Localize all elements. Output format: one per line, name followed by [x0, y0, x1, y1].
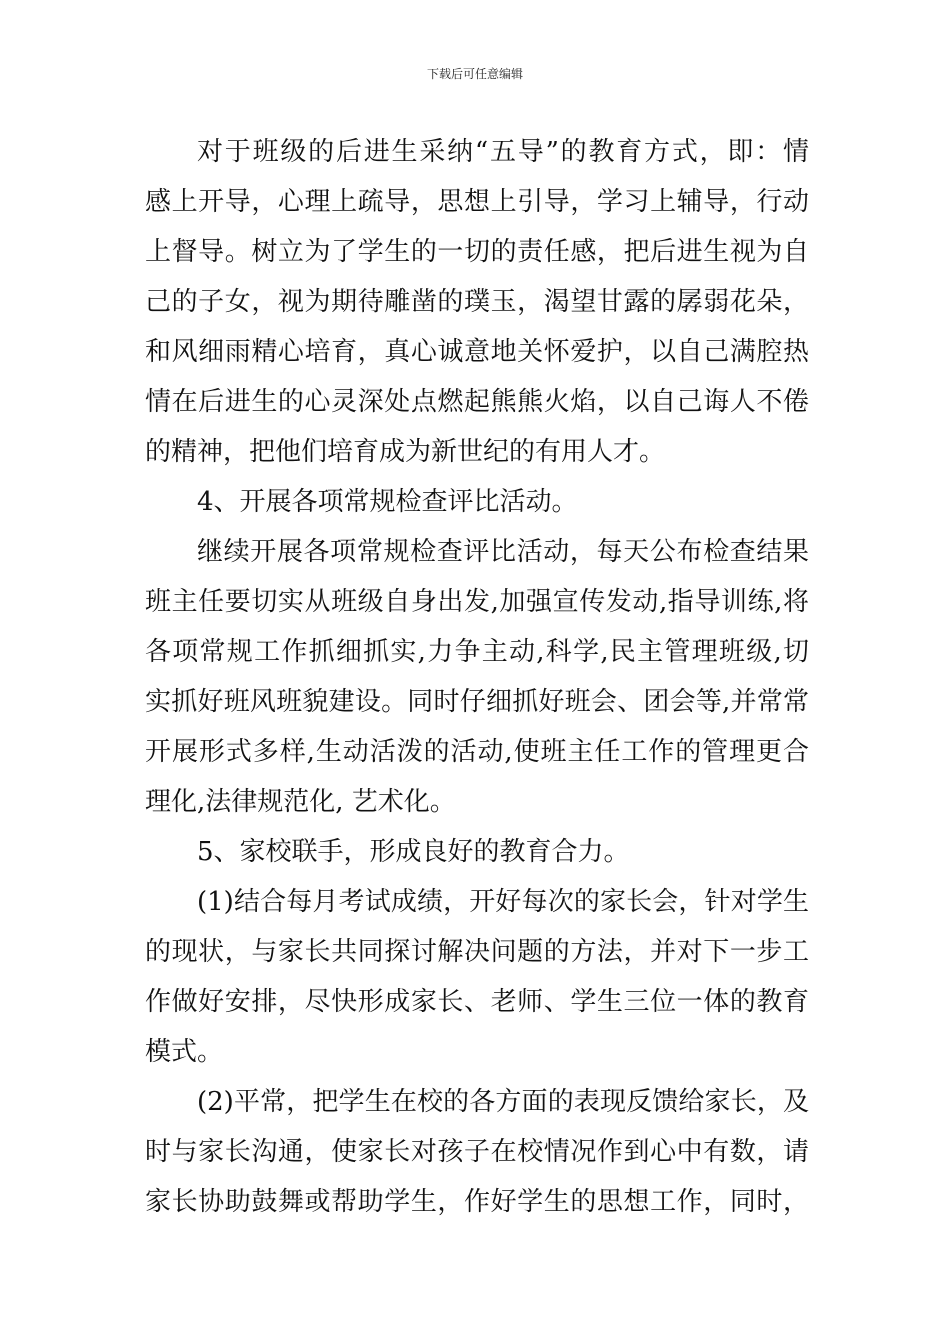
text-line: 理化,法律规范化, 艺术化。: [145, 787, 456, 817]
section-heading: 4、开展各项常规检查评比活动。: [197, 487, 578, 517]
text-line: 对于班级的后进生采纳“五导”的教育方式，即：情: [197, 137, 809, 167]
text-line: 作做好安排，尽快形成家长、老师、学生三位一体的教育: [145, 987, 809, 1017]
text-line: 的现状，与家长共同探讨解决问题的方法，并对下一步工: [145, 937, 809, 967]
body-text: [145, 127, 809, 1227]
text-line: 上督导。树立为了学生的一切的责任感，把后进生视为自: [145, 237, 809, 267]
text-line: 开展形式多样,生动活泼的活动,使班主任工作的管理更合: [145, 737, 809, 767]
text-line: (2)平常，把学生在校的各方面的表现反馈给家长，及: [197, 1087, 809, 1117]
text-line: 实抓好班风班貌建设。同时仔细抓好班会、团会等,并常常: [145, 687, 809, 717]
text-line: 的精神，把他们培育成为新世纪的有用人才。: [145, 437, 666, 467]
text-line: 和风细雨精心培育，真心诚意地关怀爱护，以自己满腔热: [145, 337, 809, 367]
text-line: 感上开导，心理上疏导，思想上引导，学习上辅导，行动: [145, 187, 809, 217]
text-line: 家长协助鼓舞或帮助学生，作好学生的思想工作，同时，: [145, 1187, 809, 1217]
text-line: 班主任要切实从班级自身出发,加强宣传发动,指导训练,将: [145, 587, 809, 617]
section-heading: 5、家校联手，形成良好的教育合力。: [197, 837, 630, 867]
text-line: 己的子女，视为期待雕凿的璞玉，渴望甘露的孱弱花朵，: [145, 287, 809, 317]
text-line: 模式。: [145, 1037, 224, 1067]
text-line: 情在后进生的心灵深处点燃起熊熊火焰，以自己诲人不倦: [145, 387, 809, 417]
text-line: 时与家长沟通，使家长对孩子在校情况作到心中有数，请: [145, 1137, 809, 1167]
page-header: 下载后可任意编辑: [426, 67, 523, 81]
text-line: (1)结合每月考试成绩，开好每次的家长会，针对学生: [197, 887, 809, 917]
text-line: 各项常规工作抓细抓实,力争主动,科学,民主管理班级,切: [145, 637, 809, 667]
text-line: 继续开展各项常规检查评比活动，每天公布检查结果: [197, 537, 809, 567]
